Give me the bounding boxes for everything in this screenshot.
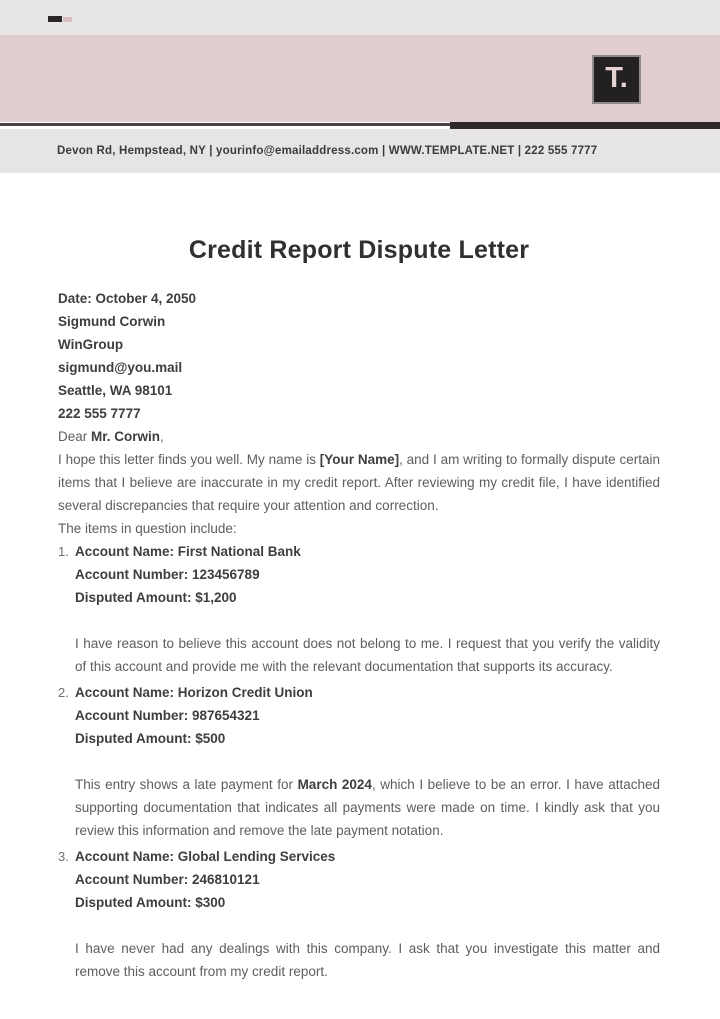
letter-body	[0, 236, 720, 983]
header-divider	[0, 122, 720, 129]
salutation-suffix: ,	[160, 429, 164, 444]
account-name-line	[58, 681, 660, 704]
note-bold-text: March 2024	[297, 777, 372, 792]
item-number: 3.	[58, 849, 69, 864]
item-number: 1.	[58, 544, 69, 559]
items-intro: The items in question include:	[58, 521, 237, 536]
account-name: Account Name: Horizon Credit Union	[75, 685, 313, 700]
intro-text-before: I hope this letter finds you well. My name is	[58, 452, 320, 467]
account-name: Account Name: First National Bank	[75, 544, 301, 559]
note-text: I have reason to believe this account does not belong to me. I request that you verify the validity of this account and provide me with the relevant documentation that supports its accuracy.	[75, 636, 660, 674]
disputed-amount: Disputed Amount: $300	[75, 895, 226, 910]
brand-mark-dark-segment	[48, 16, 62, 22]
item-number: 2.	[58, 685, 69, 700]
salutation-name: Mr. Corwin	[91, 429, 161, 444]
dispute-note	[58, 937, 660, 983]
divider-thin-segment	[0, 123, 456, 126]
divider-thick-segment	[450, 122, 720, 129]
note-text-after: , which I believe to be an error. I have attached supporting documentation that indicates all payments were made on time. I kindly ask that you review this information and remove the late payment notation.	[75, 777, 661, 838]
brand-mark-icon	[48, 16, 72, 22]
account-name-line	[58, 540, 660, 563]
account-name-line	[58, 845, 660, 868]
intro-paragraph	[58, 448, 660, 517]
contact-line: Devon Rd, Hempstead, NY | yourinfo@emailaddress.com | WWW.TEMPLATE.NET | 222 555 7777	[57, 145, 598, 157]
account-number: Account Number: 246810121	[75, 872, 260, 887]
brand-mark-pink-segment	[63, 17, 72, 22]
sender-name: Sigmund Corwin	[58, 314, 166, 329]
sender-phone: 222 555 7777	[58, 406, 141, 421]
logo-letter: T.	[605, 61, 628, 94]
sender-city: Seattle, WA 98101	[58, 383, 173, 398]
dispute-item	[58, 845, 660, 983]
account-number: Account Number: 987654321	[75, 708, 260, 723]
disputed-amount: Disputed Amount: $1,200	[75, 590, 237, 605]
account-name: Account Name: Global Lending Services	[75, 849, 336, 864]
salutation-prefix: Dear	[58, 429, 92, 444]
your-name-placeholder: [Your Name]	[319, 452, 400, 467]
dispute-item	[58, 540, 660, 678]
intro-text-after: , and I am writing to formally dispute certain items that I believe are inaccurate in my credit report. After reviewing my credit file, I have identified several discrepancies that require your attention and correction.	[58, 452, 660, 513]
note-text: This entry shows a late payment for	[75, 777, 298, 792]
letter-title: Credit Report Dispute Letter	[188, 236, 530, 264]
sender-email: sigmund@you.mail	[58, 360, 183, 375]
template-logo	[592, 55, 641, 104]
date-line: Date: October 4, 2050	[58, 291, 197, 306]
dispute-note	[58, 773, 660, 842]
contact-bar	[0, 129, 720, 173]
sender-company: WinGroup	[58, 337, 124, 352]
note-text: I have never had any dealings with this company. I ask that you investigate this matter and remove this account from my credit report.	[75, 941, 660, 979]
salutation	[58, 425, 660, 448]
disputed-amount: Disputed Amount: $500	[75, 731, 226, 746]
header-pink-band	[0, 35, 720, 122]
dispute-note	[58, 632, 660, 678]
account-number: Account Number: 123456789	[75, 567, 260, 582]
dispute-item	[58, 681, 660, 842]
sender-info-block	[58, 287, 660, 448]
header-top-strip	[0, 0, 720, 35]
